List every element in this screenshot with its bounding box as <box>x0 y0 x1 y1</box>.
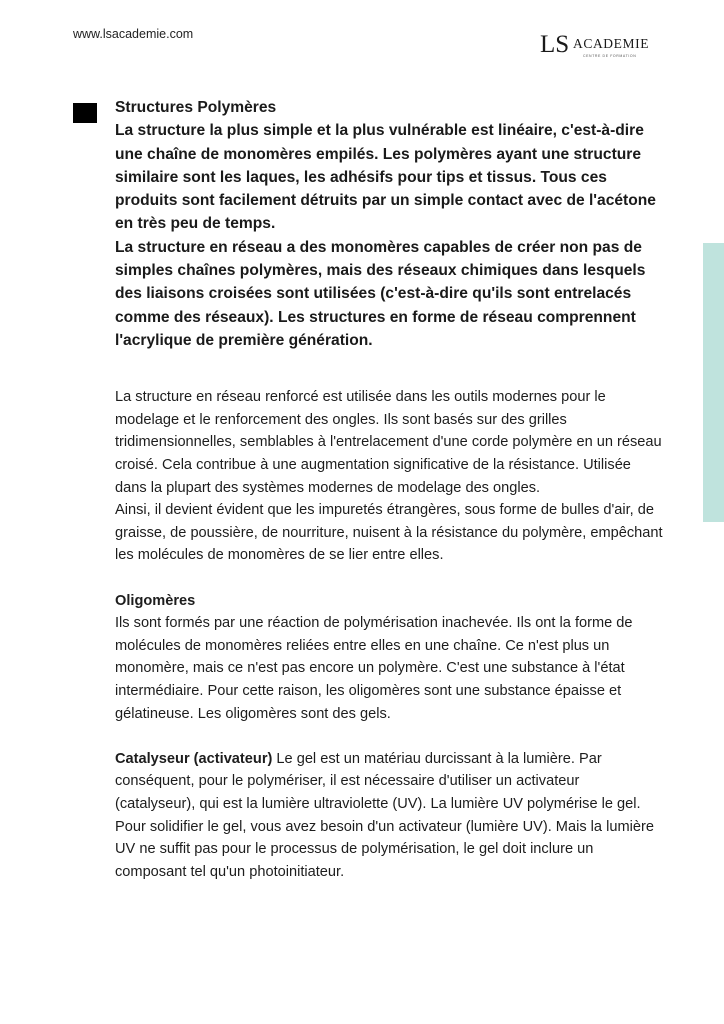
paragraph-catalyseur <box>115 748 663 884</box>
page-content <box>115 96 663 883</box>
section-structures <box>115 96 663 352</box>
catalyseur-body: Le gel est un matériau durcissant à la lumière. Par conséquent, pour le polymériser, il est nécessaire d'utiliser un activateur (catalyseur), qui est la lumière ultraviolette (UV). La lumière UV polymérise le gel. Pour solidifier le gel, vous avez besoin d'un activateur (lumière UV). Mais la lumière UV ne suffit pas pour le processus de polymérisation, le gel doit inclure un composant tel qu'un photoinitiateur. <box>115 750 654 880</box>
paragraph-linear-structure: La structure la plus simple et la plus vulnérable est linéaire, c'est-à-dire une chaîne de monomères empilés. Les polymères ayant une structure similaire sont les laques, les adhésifs pour tips et tissus. Tous ces produits sont facilement détruits par un simple contact avec de l'acétone en très peu de temps. <box>115 122 656 233</box>
website-url: www.lsacademie.com <box>73 27 194 41</box>
logo-tagline: CENTRE DE FORMATION <box>583 54 637 58</box>
section-marker <box>73 103 97 123</box>
paragraph-reinforced-network: La structure en réseau renforcé est utilisée dans les outils modernes pour le modelage et le renforcement des ongles. Ils sont basés sur des grilles tridimensionnelles, semblables à l'entrelacement d'une corde polymère en un réseau croisé. Cela contribue à une augmentation significative de la résistance. Utilisée dans la plupart des systèmes modernes de modelage des ongles. <box>115 389 662 496</box>
side-accent-strip <box>703 243 724 522</box>
logo-academie: ACADEMIE <box>573 36 650 51</box>
paragraph-oligomeres: Ils sont formés par une réaction de polymérisation inachevée. Ils ont la forme de molécules de monomères reliées entre elles en une chaîne. Ce n'est plus un monomère, mais ce n'est pas encore un polymère. C'est une substance à l'état intermédiaire. Pour cette raison, les oligomères sont une substance épaisse et gélatineuse. Les oligomères sont des gels. <box>115 615 633 722</box>
heading-oligomeres: Oligomères <box>115 592 196 609</box>
heading-catalyseur: Catalyseur (activateur) <box>115 750 273 767</box>
ls-academie-logo <box>540 30 660 60</box>
heading-structures-polymeres: Structures Polymères <box>115 99 277 116</box>
logo-ls: LS <box>540 31 570 58</box>
paragraph-impurities: Ainsi, il devient évident que les impuretés étrangères, sous forme de bulles d'air, de graisse, de poussière, de nourriture, nuisent à la résistance du polymère, empêchant les molécules de monomères de se lier entre elles. <box>115 502 663 564</box>
paragraph-network-structure: La structure en réseau a des monomères capables de créer non pas de simples chaînes polymères, mais des réseaux chimiques dans lesquels des liaisons croisées sont utilisées (c'est-à-dire qu'ils sont entrelacés comme des réseaux). Les structures en forme de réseau comprennent l'acrylique de première génération. <box>115 238 646 349</box>
